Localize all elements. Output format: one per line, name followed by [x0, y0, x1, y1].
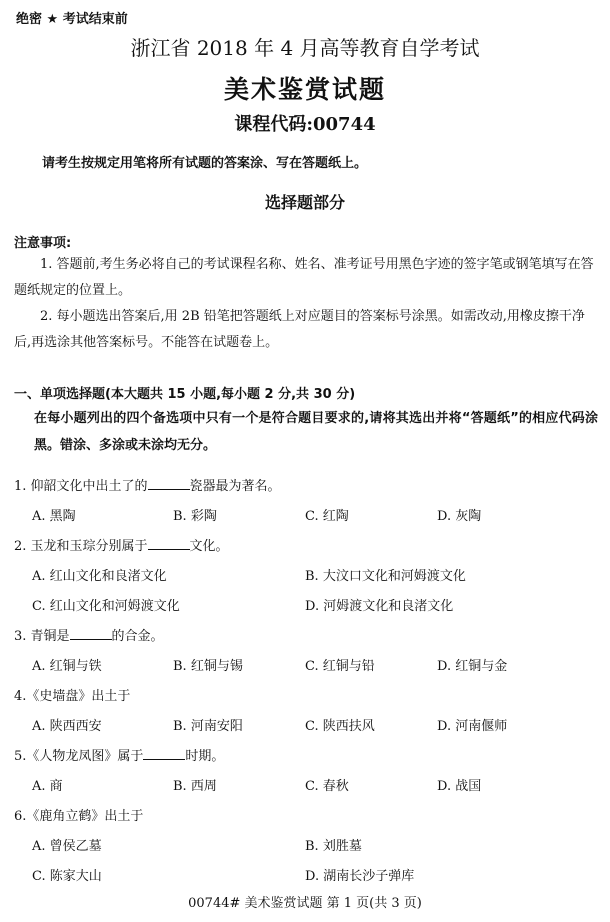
question-5-option-c: C. 春秋: [305, 779, 349, 794]
question-6-option-b: B. 刘胜墓: [305, 839, 362, 854]
answer-blank: [148, 477, 190, 490]
question-stem-text: 1. 仰韶文化中出土了的: [14, 479, 148, 494]
question-1-option-c: C. 红陶: [305, 509, 349, 524]
question-stem-text: 文化。: [189, 539, 229, 554]
answer-blank: [70, 627, 112, 640]
question-1-stem: [14, 475, 281, 494]
subject-title: 美术鉴赏试题: [223, 75, 386, 104]
question-stem-text: 6.《鹿角立鹤》出土于: [14, 809, 144, 824]
question-3-option-d: D. 红铜与金: [437, 659, 508, 674]
question-stem-text: 3. 青铜是: [14, 629, 70, 644]
question-stem-text: 时期。: [185, 749, 225, 764]
confidential-label: 绝密 ★ 考试结束前: [16, 12, 128, 27]
question-5-option-a: A. 商: [32, 779, 63, 794]
question-3-option-a: A. 红铜与铁: [32, 659, 102, 674]
page-footer: 00744# 美术鉴赏试题 第 1 页(共 3 页): [188, 896, 422, 911]
exam-title: 浙江省 2018 年 4 月高等教育自学考试: [130, 36, 480, 60]
question-stem-text: 5.《人物龙凤图》属于: [14, 749, 144, 764]
question-2-option-d: D. 河姆渡文化和良渚文化: [305, 599, 454, 614]
question-5-stem: [14, 745, 224, 764]
question-5-option-b: B. 西周: [173, 779, 217, 794]
question-stem-text: 2. 玉龙和玉琮分别属于: [14, 539, 148, 554]
question-3-stem: [14, 625, 164, 644]
question-3-option-c: C. 红铜与铅: [305, 659, 375, 674]
notice-item-1: 1. 答题前,考生务必将自己的考试课程名称、姓名、准考证号用黑色字迹的签字笔或钢笔填写在答题纸规定的位置上。: [14, 257, 594, 298]
notice-item-2: 2. 每小题选出答案后,用 2B 铅笔把答题纸上对应题目的答案标号涂黑。如需改动,用橡皮擦干净后,再选涂其他答案标号。不能答在试题卷上。: [14, 309, 585, 350]
answer-blank: [148, 537, 190, 550]
question-6-option-c: C. 陈家大山: [32, 869, 102, 884]
question-6-option-d: D. 湖南长沙子弹库: [305, 869, 415, 884]
question-4-option-b: B. 河南安阳: [173, 719, 243, 734]
question-1-option-a: A. 黑陶: [32, 509, 76, 524]
question-4-stem: [14, 685, 130, 704]
notice-title: 注意事项:: [14, 236, 72, 251]
question-stem-text: 瓷器最为著名。: [189, 479, 281, 494]
part-one-heading: 一、单项选择题(本大题共 15 小题,每小题 2 分,共 30 分): [14, 387, 356, 402]
question-4-option-c: C. 陕西扶风: [305, 719, 375, 734]
question-2-option-a: A. 红山文化和良渚文化: [32, 569, 167, 584]
section-title: 选择题部分: [264, 193, 345, 212]
question-stem-text: 的合金。: [111, 629, 164, 644]
answer-instruction: 请考生按规定用笔将所有试题的答案涂、写在答题纸上。: [42, 156, 368, 171]
course-code: 课程代码:00744: [234, 114, 376, 135]
question-2-option-b: B. 大汶口文化和河姆渡文化: [305, 569, 466, 584]
question-6-option-a: A. 曾侯乙墓: [32, 839, 102, 854]
answer-blank: [143, 747, 185, 760]
question-3-option-b: B. 红铜与锡: [173, 659, 243, 674]
part-one-instruction: 在每小题列出的四个备选项中只有一个是符合题目要求的,请将其选出并将“答题纸”的相应代码涂黑。错涂、多涂或未涂均无分。: [34, 411, 598, 453]
question-5-option-d: D. 战国: [437, 779, 482, 794]
question-4-option-d: D. 河南偃师: [437, 719, 508, 734]
question-6-stem: [14, 805, 143, 824]
question-2-option-c: C. 红山文化和河姆渡文化: [32, 599, 180, 614]
question-4-option-a: A. 陕西西安: [32, 719, 102, 734]
question-stem-text: 4.《史墙盘》出土于: [14, 689, 131, 704]
question-1-option-b: B. 彩陶: [173, 509, 217, 524]
question-1-option-d: D. 灰陶: [437, 509, 482, 524]
question-2-stem: [14, 535, 229, 554]
